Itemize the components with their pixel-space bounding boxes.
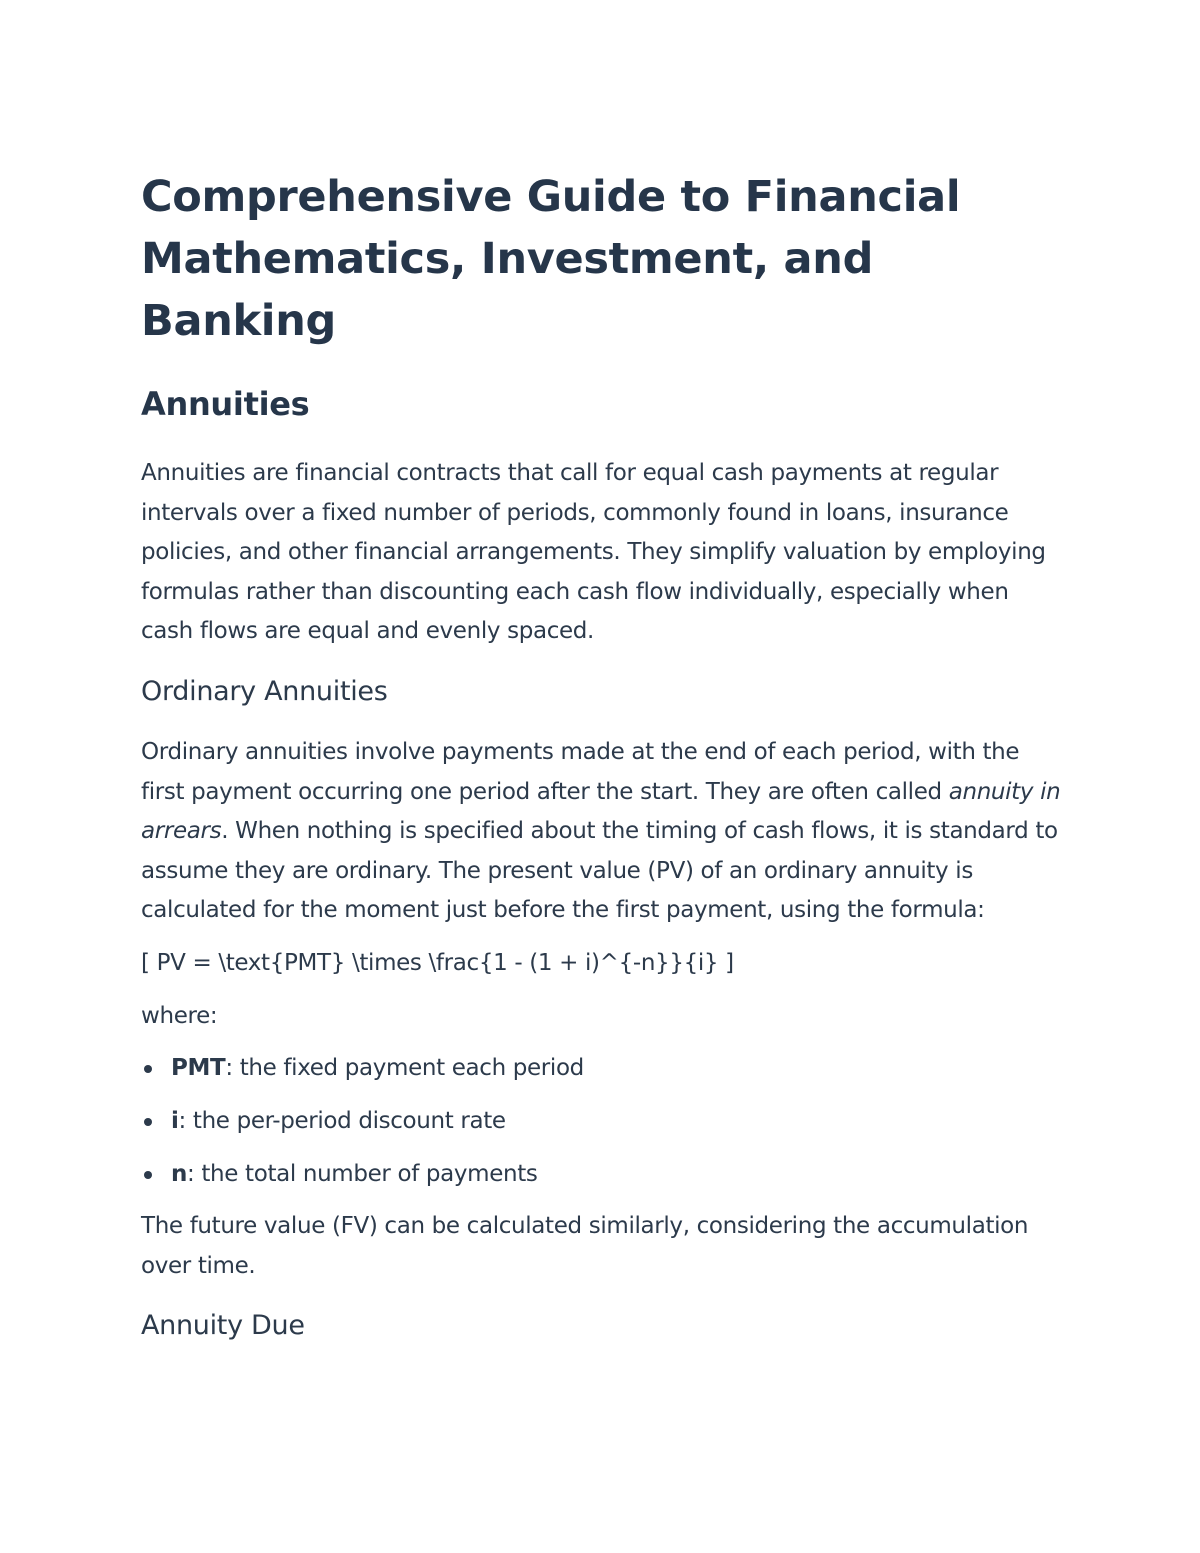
variable-description: : the total number of payments (187, 1161, 538, 1188)
italic-term-annuity-in-arrears: annuity in arrears (141, 778, 1061, 845)
document-title: Comprehensive Guide to Financial Mathematics, Investment, and Banking (141, 172, 961, 346)
section-heading-annuities: Annuities (141, 385, 310, 423)
variable-list (141, 1048, 1061, 1194)
subheading-annuity-due: Annuity Due (141, 1310, 305, 1342)
annuities-paragraph: Annuities are financial contracts that call for equal cash payments at regular intervals over a fixed number of periods, commonly found in loans, insurance policies, and other financial arrangements. They simplify valuation by employing formulas rather than discounting each cash flow individually, especially when cash flows are equal and evenly spaced. (141, 460, 1046, 645)
ordinary-text-part-1: Ordinary annuities involve payments made at the end of each period, with the first payment occurring one period after the start. They are often called (141, 738, 1020, 805)
subheading-ordinary-annuities: Ordinary Annuities (141, 675, 388, 707)
document-page (141, 166, 1061, 1346)
variable-term: n (171, 1161, 188, 1188)
list-item (141, 1048, 1061, 1088)
pv-formula: [ PV = \text{PMT} \times \frac{1 - (1 + i)^{-n}}{i} ] (141, 949, 734, 976)
variable-description: : the per-period discount rate (178, 1108, 506, 1135)
list-item (141, 1154, 1061, 1194)
ordinary-annuities-paragraph (141, 733, 1061, 931)
where-label: where: (141, 1002, 218, 1029)
list-item (141, 1101, 1061, 1141)
variable-description: : the fixed payment each period (225, 1055, 584, 1082)
fv-paragraph: The future value (FV) can be calculated similarly, considering the accumulation over time. (141, 1213, 1029, 1279)
ordinary-text-part-2: . When nothing is specified about the timing of cash flows, it is standard to assume they are ordinary. The present value (PV) of an ordinary annuity is calculated for the moment just before the first payment, using the formula: (141, 818, 1058, 924)
variable-term: PMT (171, 1055, 226, 1082)
variable-term: i (171, 1108, 179, 1135)
